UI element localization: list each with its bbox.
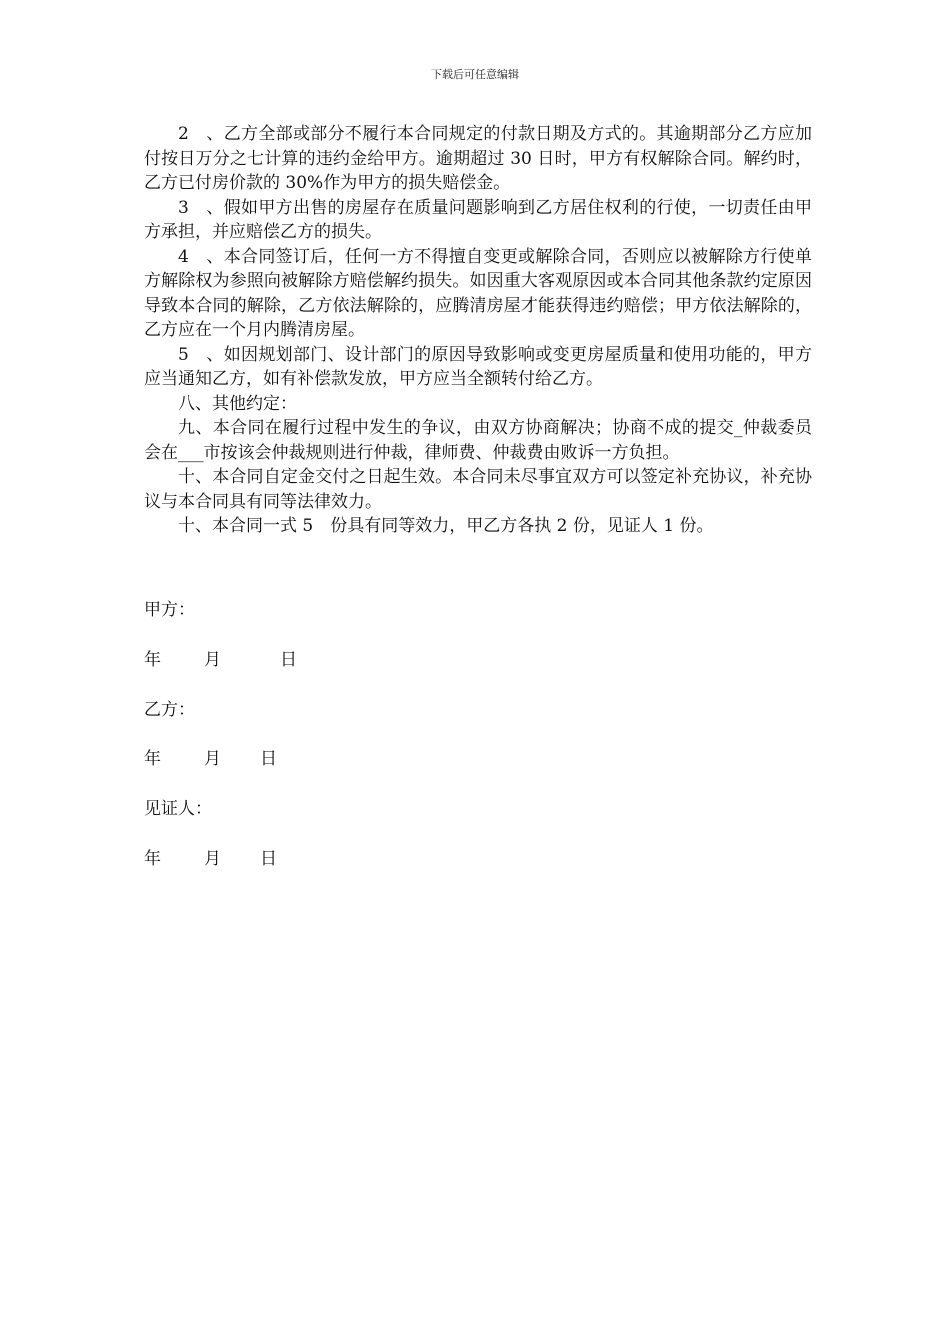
- header-note: 下载后可任意编辑: [431, 68, 519, 81]
- year-label: 年: [144, 749, 161, 769]
- month-label: 月: [204, 650, 221, 670]
- clause-5-paragraph: 5 、如因规划部门、设计部门的原因导致影响或变更房屋质量和使用功能的，甲方应当通知乙方，如有补偿款发放，甲方应当全额转付给乙方。: [144, 344, 812, 389]
- clause-4-paragraph: 4 、本合同签订后，任何一方不得擅自变更或解除合同，否则应以被解除方行使单方解除权为参照向被解除方赔偿解约损失。如因重大客观原因或本合同其他条款约定原因导致本合同的解除，乙方依法解除的，应腾清房屋才能获得违约赔偿；甲方依法解除的，乙方应在一个月内腾清房屋。: [144, 246, 812, 340]
- year-label: 年: [144, 650, 161, 670]
- year-label: 年: [144, 849, 161, 869]
- month-label: 月: [204, 749, 221, 769]
- day-label: 日: [260, 749, 277, 769]
- clause-2-paragraph: 2 、乙方全部或部分不履行本合同规定的付款日期及方式的。其逾期部分乙方应加付按日万分之七计算的违约金给甲方。逾期超过 30 日时，甲方有权解除合同。解约时，乙方已付房价款的 30%作为甲方的损失赔偿金。: [144, 124, 812, 193]
- other-agreements-paragraph: 八、其他约定：: [178, 393, 297, 414]
- party-a-label: 甲方：: [144, 600, 195, 620]
- day-label: 日: [260, 849, 277, 869]
- contract-body: [144, 122, 812, 539]
- month-label: 月: [204, 849, 221, 869]
- dispute-resolution-paragraph: 九、本合同在履行过程中发生的争议，由双方协商解决；协商不成的提交_仲裁委员会在___市按该会仲裁规则进行仲裁，律师费、仲裁费由败诉一方负担。: [144, 418, 812, 463]
- clause-3-paragraph: 3 、假如甲方出售的房屋存在质量问题影响到乙方居住权利的行使，一切责任由甲方承担，并应赔偿乙方的损失。: [144, 197, 812, 242]
- day-label: 日: [280, 650, 297, 670]
- copies-paragraph: 十、本合同一式 5 份具有同等效力，甲乙方各执 2 份，见证人 1 份。: [178, 516, 714, 536]
- effective-date-paragraph: 十、本合同自定金交付之日起生效。本合同未尽事宜双方可以签定补充协议，补充协议与本合同具有同等法律效力。: [144, 467, 812, 512]
- party-b-label: 乙方：: [144, 700, 195, 720]
- witness-label: 见证人：: [144, 799, 212, 819]
